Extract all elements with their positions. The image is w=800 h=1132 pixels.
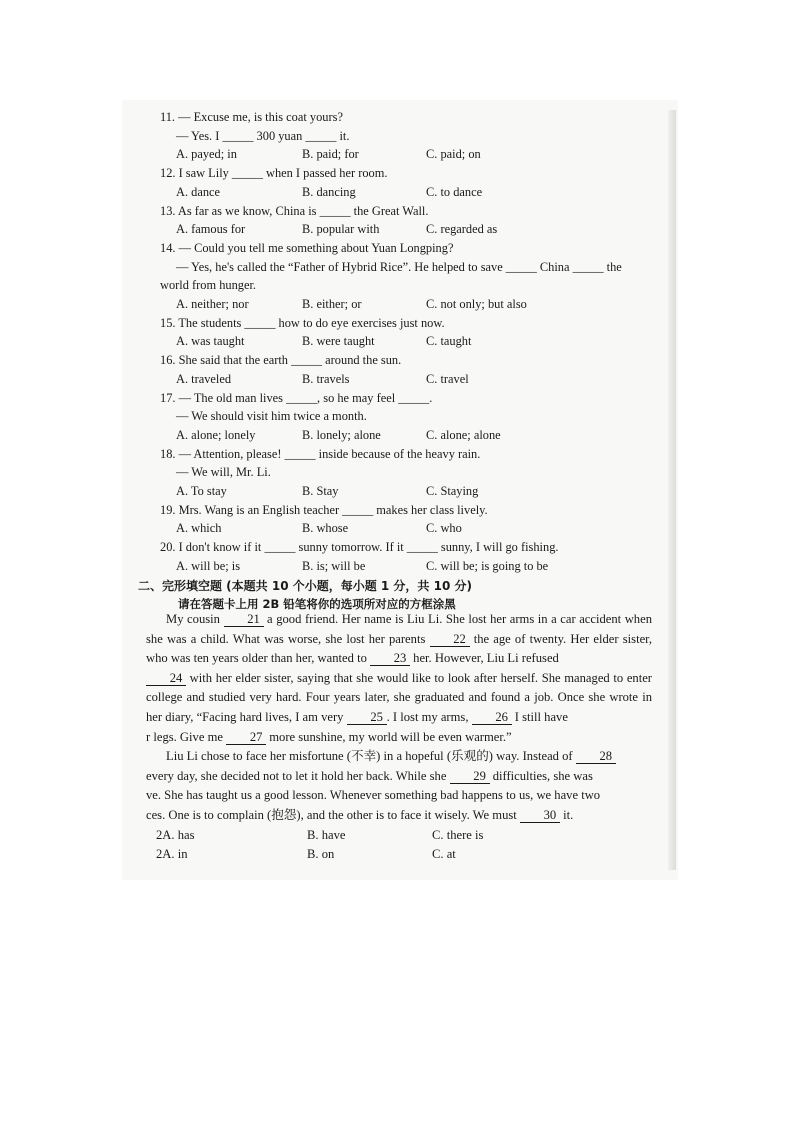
question-11 bbox=[160, 108, 660, 164]
question-19 bbox=[160, 501, 660, 538]
blank-25: 25 bbox=[347, 710, 387, 725]
section-title: 二、完形填空题 (本题共 10 个小题，每小题 1 分，共 10 分) bbox=[138, 578, 472, 593]
option-c: C. taught bbox=[426, 334, 472, 349]
option-a: A. dance bbox=[176, 184, 221, 199]
question-text: 16. She said that the earth _____ around the sun. bbox=[160, 353, 402, 368]
passage-text: her. However, Liu Li refused bbox=[410, 651, 559, 666]
passage-paragraph-1 bbox=[146, 610, 652, 747]
question-list bbox=[138, 108, 660, 614]
option-a: A. in bbox=[162, 847, 188, 862]
option-c: C. at bbox=[432, 847, 456, 862]
passage-text: difficulties, she was bbox=[489, 768, 593, 783]
option-a: A. was taught bbox=[176, 334, 245, 349]
option-c: C. travel bbox=[426, 371, 469, 386]
question-text: 12. I saw Lily _____ when I passed her room. bbox=[160, 166, 388, 181]
question-text: — Yes, he's called the “Father of Hybrid Rice”. He helped to save _____ China _____ the bbox=[176, 259, 622, 274]
question-text: — Yes. I _____ 300 yuan _____ it. bbox=[176, 128, 350, 143]
option-a: A. will be; is bbox=[176, 558, 241, 573]
passage-text: I still have bbox=[511, 709, 568, 724]
passage-text-fragment: r bbox=[146, 729, 151, 744]
option-c: C. there is bbox=[432, 827, 484, 842]
blank-21: 21 bbox=[224, 612, 264, 627]
cloze-passage bbox=[146, 610, 652, 865]
question-13 bbox=[160, 202, 660, 239]
question-text: — We should visit him twice a month. bbox=[176, 409, 367, 424]
option-b: B. is; will be bbox=[302, 558, 366, 573]
question-text: 20. I don't know if it _____ sunny tomorrow. If it _____ sunny, I will go fishing. bbox=[160, 540, 559, 555]
option-a: A. traveled bbox=[176, 371, 232, 386]
passage-text: every day, she decided not to let it hold her back. While she bbox=[146, 768, 450, 783]
option-c: C. paid; on bbox=[426, 147, 481, 162]
option-c: C. alone; alone bbox=[426, 427, 501, 442]
option-b: B. paid; for bbox=[302, 147, 359, 162]
blank-27: 27 bbox=[226, 730, 266, 745]
option-c: C. to dance bbox=[426, 184, 483, 199]
passage-text: My cousin bbox=[166, 612, 224, 626]
option-b: B. lonely; alone bbox=[302, 427, 381, 442]
blank-29: 29 bbox=[450, 769, 490, 784]
passage-text: ve. She has taught us a good lesson. Whenever something bad happens to us, we have two bbox=[146, 788, 601, 803]
question-20 bbox=[160, 538, 660, 575]
passage-text: Liu Li chose to face her misfortune (不幸) in a hopeful (乐观的) way. Instead of bbox=[166, 749, 576, 764]
question-text: 18. — Attention, please! _____ inside because of the heavy rain. bbox=[160, 446, 481, 461]
option-b: B. were taught bbox=[302, 334, 375, 349]
question-text: world from hunger. bbox=[160, 278, 257, 293]
option-c: C. who bbox=[426, 521, 462, 536]
option-row-label: 2 bbox=[156, 827, 163, 842]
passage-text: it. bbox=[559, 807, 574, 822]
question-14 bbox=[160, 239, 660, 314]
answer-option-row-22 bbox=[146, 845, 652, 865]
question-16 bbox=[160, 351, 660, 388]
question-text: 15. The students _____ how to do eye exercises just now. bbox=[160, 315, 445, 330]
question-text: 13. As far as we know, China is _____ the Great Wall. bbox=[160, 203, 429, 218]
option-b: B. dancing bbox=[302, 184, 356, 199]
passage-text: the age of twenty. Her elder sister, who was ten years older than her, wanted to bbox=[146, 631, 652, 666]
blank-28: 28 bbox=[576, 749, 616, 764]
question-text: 11. — Excuse me, is this coat yours? bbox=[160, 110, 343, 124]
option-c: C. will be; is going to be bbox=[426, 558, 549, 573]
option-b: B. have bbox=[307, 827, 346, 842]
option-a: A. alone; lonely bbox=[176, 427, 256, 442]
passage-text: with her elder sister, saying that she would like to look after herself. She managed to enter college and studied very hard. Four years later, she graduated and found a job. Once she wrote in her diary, “Facing hard lives, I am very bbox=[146, 670, 652, 724]
option-a: A. famous for bbox=[176, 222, 246, 237]
blank-23: 23 bbox=[370, 651, 410, 666]
option-b: B. on bbox=[307, 847, 335, 862]
blank-26: 26 bbox=[472, 710, 512, 725]
question-15 bbox=[160, 314, 660, 351]
question-text: — We will, Mr. Li. bbox=[176, 465, 271, 480]
question-17 bbox=[160, 389, 660, 445]
passage-text: ces. One is to complain (抱怨), and the other is to face it wisely. We must bbox=[146, 807, 520, 822]
page-shadow bbox=[668, 110, 676, 870]
question-text: 17. — The old man lives _____, so he may feel _____. bbox=[160, 390, 433, 405]
question-12 bbox=[160, 164, 660, 201]
passage-text: a good friend. Her name is Liu Li. She lost her arms in a car accident when she was a child. What was worse, she lost her parents bbox=[146, 612, 652, 646]
blank-30: 30 bbox=[520, 808, 560, 823]
blank-24: 24 bbox=[146, 671, 186, 686]
option-c: C. not only; but also bbox=[426, 297, 527, 312]
option-a: A. has bbox=[162, 827, 195, 842]
passage-paragraph-2 bbox=[146, 747, 652, 825]
option-b: B. popular with bbox=[302, 222, 380, 237]
passage-text: more sunshine, my world will be even warmer.” bbox=[266, 729, 512, 744]
section-instruction: 请在答题卡上用 2B 铅笔将你的选项所对应的方框涂黑 bbox=[178, 597, 456, 612]
passage-text: legs. Give me bbox=[150, 729, 227, 744]
option-a: A. To stay bbox=[176, 484, 227, 499]
option-c: C. Staying bbox=[426, 484, 479, 499]
question-text: 19. Mrs. Wang is an English teacher _____ makes her class lively. bbox=[160, 502, 488, 517]
option-row-label: 2 bbox=[156, 847, 163, 862]
blank-22: 22 bbox=[430, 632, 470, 647]
option-b: B. either; or bbox=[302, 297, 362, 312]
option-a: A. which bbox=[176, 521, 222, 536]
question-18 bbox=[160, 445, 660, 501]
answer-option-row-21 bbox=[146, 826, 652, 846]
option-b: B. Stay bbox=[302, 484, 339, 499]
option-a: A. neither; nor bbox=[176, 297, 249, 312]
option-b: B. whose bbox=[302, 521, 349, 536]
question-text: 14. — Could you tell me something about Yuan Longping? bbox=[160, 240, 454, 255]
option-b: B. travels bbox=[302, 371, 350, 386]
option-c: C. regarded as bbox=[426, 222, 498, 237]
passage-text: . I lost my arms, bbox=[386, 709, 472, 724]
option-a: A. payed; in bbox=[176, 147, 237, 162]
